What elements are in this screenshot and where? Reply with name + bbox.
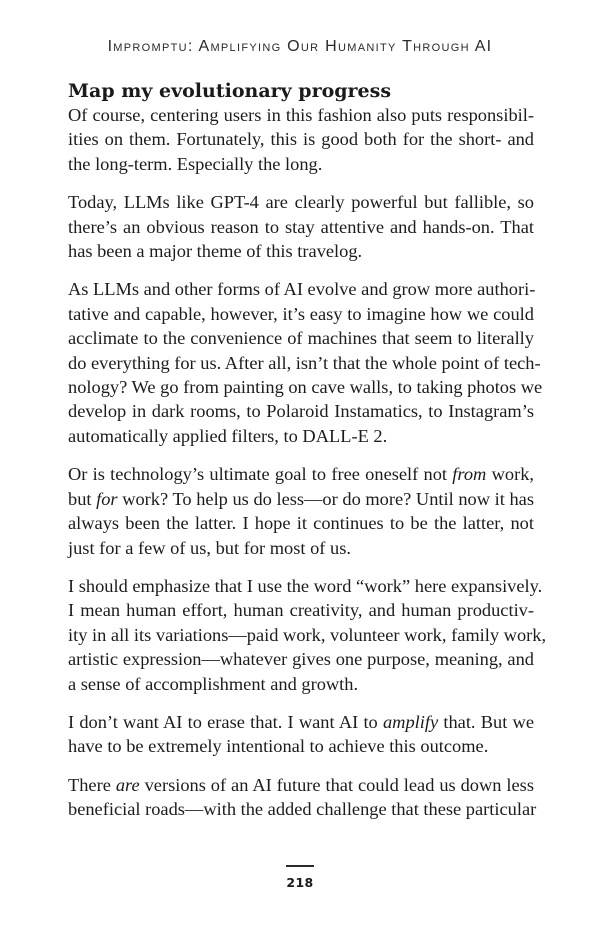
text-line (68, 351, 541, 375)
text-segment: I mean human effort, human creativity, and human productiv- (68, 600, 534, 621)
text-segment: just for a few of us, but for most of us. (68, 537, 351, 558)
text-segment: there’s an obvious reason to stay attentive and hands-on. That (68, 216, 534, 237)
italic-text: amplify (382, 711, 439, 732)
text-segment: nology? We go from painting on cave walls, to taking photos we (68, 377, 543, 398)
text-segment: ity in all its variations—paid work, volunteer work, family work, (68, 624, 547, 645)
text-line (68, 487, 534, 511)
paragraph (68, 574, 547, 696)
text-segment: Or is technology’s ultimate goal to free oneself not (68, 464, 453, 485)
text-line (68, 797, 537, 821)
text-line (68, 127, 534, 151)
text-segment: Today, LLMs like GPT-4 are clearly powerful but fallible, so (68, 192, 534, 213)
text-line (68, 773, 534, 797)
text-line (68, 215, 534, 239)
text-segment: a sense of accomplishment and growth. (68, 673, 359, 694)
paragraph (68, 190, 534, 263)
text-segment: artistic expression—whatever gives one purpose, meaning, and (68, 649, 534, 670)
text-segment: always been the latter. I hope it continues to be the latter, not (68, 513, 534, 534)
text-segment: the long-term. Especially the long. (68, 153, 323, 174)
text-segment: versions of an AI future that could lead us down less (139, 774, 534, 795)
text-line (68, 734, 534, 758)
page-number: 218 (286, 874, 314, 890)
text-line (68, 277, 534, 301)
text-segment: beneficial roads—with the added challenge that these particular (68, 799, 537, 820)
text-line (68, 302, 534, 326)
text-line (68, 375, 543, 399)
text-line (68, 152, 534, 176)
text-segment: but (68, 488, 97, 509)
text-line (68, 672, 534, 696)
text-line (68, 103, 534, 127)
text-line (68, 424, 534, 448)
text-segment: has been a major theme of this travelog. (68, 241, 363, 262)
text-line (68, 239, 534, 263)
text-line (68, 574, 543, 598)
text-segment: develop in dark rooms, to Polaroid Instamatics, to Instagram’s (68, 401, 534, 422)
italic-text: for (96, 488, 118, 509)
text-segment: work? To help us do less—or do more? Until now it has (117, 488, 534, 509)
text-segment: tative and capable, however, it’s easy to imagine how we could (68, 303, 534, 324)
section-title: Map my evolutionary progress (68, 80, 392, 102)
text-segment: work, (486, 464, 534, 485)
text-segment: do everything for us. After all, isn’t that the whole point of tech- (68, 352, 541, 373)
text-segment: As LLMs and other forms of AI evolve and grow more authori- (68, 279, 536, 300)
text-line (68, 511, 534, 535)
text-segment: Of course, centering users in this fashion also puts responsibil- (68, 105, 534, 125)
page-number-rule (286, 865, 314, 867)
paragraph (68, 103, 534, 176)
page-footer (0, 865, 600, 890)
text-segment: acclimate to the convenience of machines that seem to literally (68, 328, 534, 349)
text-segment: There (68, 774, 116, 795)
italic-text: are (115, 774, 140, 795)
paragraph (68, 462, 534, 560)
paragraph (68, 773, 537, 822)
text-line (68, 399, 534, 423)
text-segment: that. But we (438, 711, 534, 732)
text-line (68, 536, 534, 560)
body-text (68, 103, 547, 822)
text-segment: have to be extremely intentional to achieve this outcome. (68, 736, 489, 757)
text-segment: automatically applied filters, to DALL-E 2. (68, 425, 388, 446)
text-line (68, 623, 547, 647)
paragraph (68, 710, 534, 759)
text-line (68, 598, 534, 622)
text-line (68, 190, 534, 214)
text-segment: ities on them. Fortunately, this is good both for the short- and (68, 129, 534, 150)
text-line (68, 462, 534, 486)
text-line (68, 710, 534, 734)
text-segment: I should emphasize that I use the word “work” here expansively. (68, 575, 543, 596)
running-head: Impromptu: Amplifying Our Humanity Through AI (107, 38, 493, 55)
text-segment: I don’t want AI to erase that. I want AI to (68, 711, 383, 732)
text-line (68, 326, 534, 350)
page-body (68, 79, 547, 836)
text-line (68, 647, 534, 671)
paragraph (68, 277, 543, 448)
italic-text: from (452, 464, 487, 485)
